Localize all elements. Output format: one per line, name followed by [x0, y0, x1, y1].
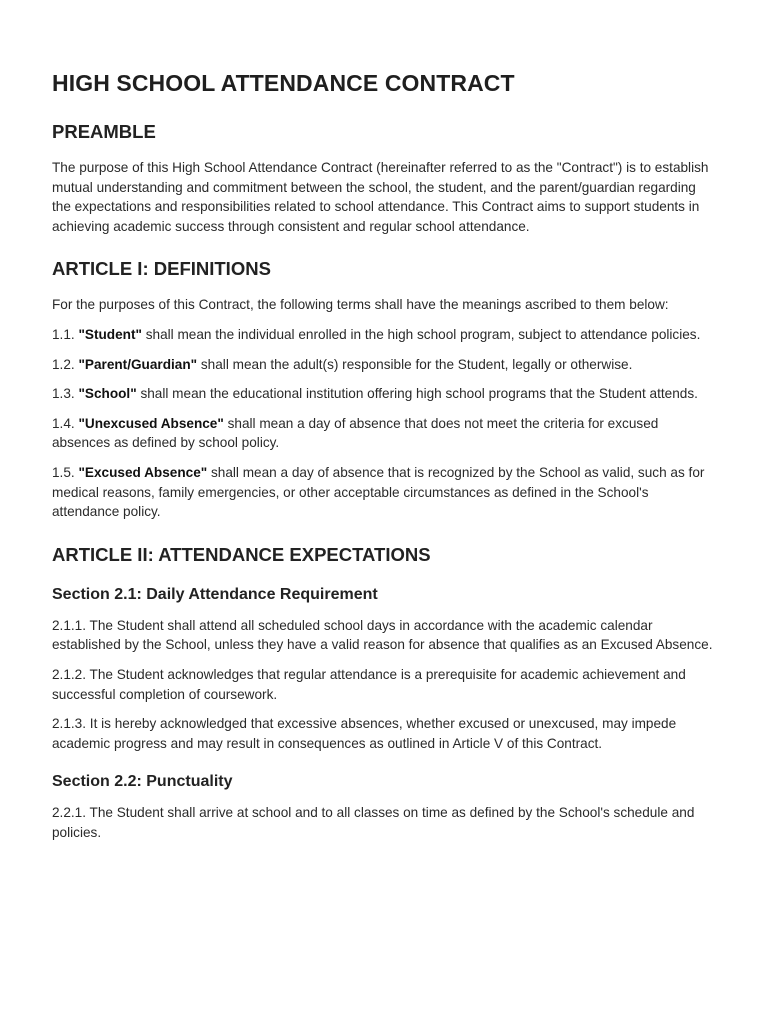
definition-term: "Unexcused Absence": [78, 415, 224, 431]
definition-text: shall mean the adult(s) responsible for the Student, legally or otherwise.: [197, 356, 633, 372]
preamble-heading: PREAMBLE: [52, 121, 156, 142]
section-2-2-heading: Section 2.2: Punctuality: [52, 773, 233, 791]
definition-number: 1.4.: [52, 415, 79, 431]
document-title: HIGH SCHOOL ATTENDANCE CONTRACT: [52, 70, 515, 96]
definition-text: shall mean the individual enrolled in the high school program, subject to attendance policies.: [141, 326, 701, 342]
definition-term: "Student": [78, 326, 142, 342]
definition-1-4: [52, 414, 718, 453]
definition-1-2: [52, 355, 718, 375]
definition-term: "Excused Absence": [78, 464, 208, 480]
clause-2-2-1: 2.2.1. The Student shall arrive at school and to all classes on time as defined by the School's schedule and policies.: [52, 805, 695, 840]
article-1-intro: For the purposes of this Contract, the following terms shall have the meanings ascribed to them below:: [52, 297, 669, 313]
article-2-heading: ARTICLE II: ATTENDANCE EXPECTATIONS: [52, 543, 431, 565]
definition-term: "School": [78, 386, 137, 402]
definition-text: shall mean a day of absence that is recognized by the School as valid, such as for medical reasons, family emergencies, or other acceptable circumstances as defined in the School's attendance policy.: [52, 464, 705, 520]
clause-2-1-3: 2.1.3. It is hereby acknowledged that excessive absences, whether excused or unexcused, may impede academic progress and may result in consequences as outlined in Article V of this Contract.: [52, 716, 677, 751]
definition-number: 1.3.: [52, 386, 79, 402]
definition-number: 1.5.: [52, 464, 79, 480]
definition-1-3: [52, 384, 718, 404]
definition-text: shall mean a day of absence that does not meet the criteria for excused absences as defined by school policy.: [52, 415, 659, 451]
definition-number: 1.1.: [52, 326, 79, 342]
definition-1-1: [52, 325, 718, 345]
definition-term: "Parent/Guardian": [78, 356, 198, 372]
section-2-1-heading: Section 2.1: Daily Attendance Requirement: [52, 585, 378, 603]
clause-2-1-1: 2.1.1. The Student shall attend all scheduled school days in accordance with the academic calendar established by the School, unless they have a valid reason for absence that qualifies as an Excused Absence.: [52, 617, 713, 653]
article-1-heading: ARTICLE I: DEFINITIONS: [52, 258, 271, 280]
definition-1-5: [52, 463, 718, 522]
clause-2-1-2: 2.1.2. The Student acknowledges that regular attendance is a prerequisite for academic achievement and successful completion of coursework.: [52, 666, 686, 702]
definition-text: shall mean the educational institution offering high school programs that the Student attends.: [136, 386, 698, 402]
preamble-text: The purpose of this High School Attendance Contract (hereinafter referred to as the "Contract") is to establish mutual understanding and commitment between the school, the student, and the parent/guardian regarding the expectations and responsibilities related to school attendance. This Contract aims to support students in achieving academic success through consistent and regular school attendance.: [52, 160, 709, 234]
definition-number: 1.2.: [52, 356, 79, 372]
